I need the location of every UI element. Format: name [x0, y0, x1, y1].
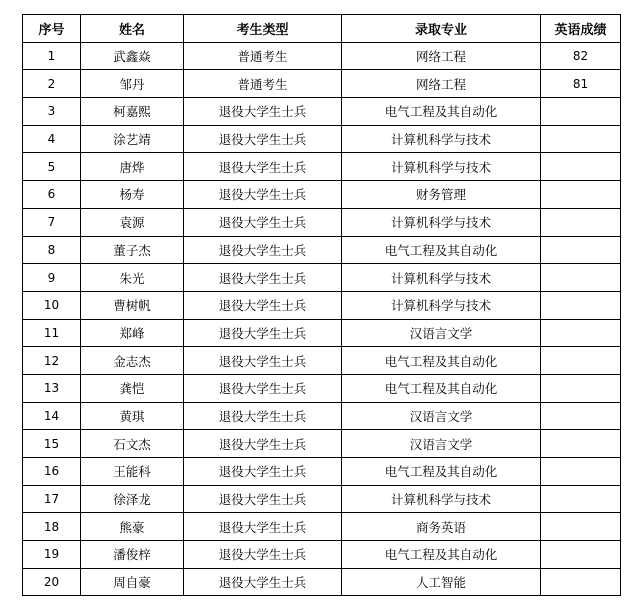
cell-name: 周自豪: [81, 568, 184, 596]
table-row: [23, 568, 621, 596]
cell-name: 柯嘉熙: [81, 98, 184, 126]
cell-candidate-type: 退役大学生士兵: [184, 264, 342, 292]
cell-name: 唐烨: [81, 153, 184, 181]
cell-candidate-type: 普通考生: [184, 42, 342, 70]
cell-major: 电气工程及其自动化: [342, 347, 541, 375]
cell-serial: 8: [23, 236, 81, 264]
cell-serial: 5: [23, 153, 81, 181]
cell-major: 电气工程及其自动化: [342, 541, 541, 569]
table-row: [23, 42, 621, 70]
cell-english-score: [541, 264, 621, 292]
header-name: 姓名: [81, 15, 184, 43]
cell-english-score: [541, 319, 621, 347]
cell-major: 电气工程及其自动化: [342, 458, 541, 486]
cell-name: 曹树帆: [81, 291, 184, 319]
table-row: [23, 125, 621, 153]
cell-name: 袁源: [81, 208, 184, 236]
table-row: [23, 264, 621, 292]
cell-english-score: [541, 374, 621, 402]
cell-serial: 7: [23, 208, 81, 236]
cell-major: 计算机科学与技术: [342, 264, 541, 292]
table-row: [23, 347, 621, 375]
cell-candidate-type: 退役大学生士兵: [184, 568, 342, 596]
table-header-row: [23, 15, 621, 43]
cell-name: 石文杰: [81, 430, 184, 458]
table-row: [23, 374, 621, 402]
cell-english-score: [541, 568, 621, 596]
cell-serial: 4: [23, 125, 81, 153]
cell-english-score: [541, 125, 621, 153]
cell-english-score: [541, 181, 621, 209]
cell-english-score: 82: [541, 42, 621, 70]
cell-serial: 19: [23, 541, 81, 569]
cell-candidate-type: 退役大学生士兵: [184, 485, 342, 513]
cell-name: 龚恺: [81, 374, 184, 402]
header-serial: 序号: [23, 15, 81, 43]
cell-serial: 2: [23, 70, 81, 98]
cell-major: 网络工程: [342, 70, 541, 98]
cell-name: 武鑫焱: [81, 42, 184, 70]
table-row: [23, 319, 621, 347]
cell-name: 徐泽龙: [81, 485, 184, 513]
cell-major: 网络工程: [342, 42, 541, 70]
table-row: [23, 541, 621, 569]
table-body: [23, 42, 621, 596]
cell-name: 杨寿: [81, 181, 184, 209]
cell-name: 邹丹: [81, 70, 184, 98]
table-row: [23, 458, 621, 486]
cell-major: 计算机科学与技术: [342, 208, 541, 236]
cell-serial: 12: [23, 347, 81, 375]
cell-name: 朱光: [81, 264, 184, 292]
cell-name: 金志杰: [81, 347, 184, 375]
cell-candidate-type: 退役大学生士兵: [184, 208, 342, 236]
table-row: [23, 513, 621, 541]
cell-major: 计算机科学与技术: [342, 291, 541, 319]
cell-candidate-type: 退役大学生士兵: [184, 236, 342, 264]
table-row: [23, 485, 621, 513]
cell-serial: 11: [23, 319, 81, 347]
header-candidate-type: 考生类型: [184, 15, 342, 43]
cell-major: 电气工程及其自动化: [342, 374, 541, 402]
cell-english-score: [541, 347, 621, 375]
cell-candidate-type: 退役大学生士兵: [184, 458, 342, 486]
cell-english-score: [541, 291, 621, 319]
cell-name: 涂艺靖: [81, 125, 184, 153]
cell-serial: 9: [23, 264, 81, 292]
cell-candidate-type: 退役大学生士兵: [184, 181, 342, 209]
cell-serial: 18: [23, 513, 81, 541]
table-row: [23, 181, 621, 209]
cell-name: 王能科: [81, 458, 184, 486]
table-row: [23, 402, 621, 430]
cell-major: 电气工程及其自动化: [342, 236, 541, 264]
cell-major: 计算机科学与技术: [342, 485, 541, 513]
cell-english-score: [541, 208, 621, 236]
cell-name: 董子杰: [81, 236, 184, 264]
cell-major: 计算机科学与技术: [342, 153, 541, 181]
cell-major: 计算机科学与技术: [342, 125, 541, 153]
cell-english-score: [541, 98, 621, 126]
cell-serial: 10: [23, 291, 81, 319]
cell-candidate-type: 退役大学生士兵: [184, 347, 342, 375]
cell-serial: 6: [23, 181, 81, 209]
cell-serial: 16: [23, 458, 81, 486]
table-row: [23, 70, 621, 98]
cell-english-score: [541, 458, 621, 486]
cell-candidate-type: 退役大学生士兵: [184, 513, 342, 541]
cell-candidate-type: 退役大学生士兵: [184, 98, 342, 126]
cell-english-score: [541, 485, 621, 513]
cell-candidate-type: 退役大学生士兵: [184, 125, 342, 153]
cell-candidate-type: 退役大学生士兵: [184, 402, 342, 430]
cell-major: 汉语言文学: [342, 319, 541, 347]
cell-serial: 14: [23, 402, 81, 430]
cell-name: 熊豪: [81, 513, 184, 541]
cell-english-score: [541, 430, 621, 458]
cell-english-score: 81: [541, 70, 621, 98]
cell-candidate-type: 退役大学生士兵: [184, 319, 342, 347]
cell-candidate-type: 退役大学生士兵: [184, 430, 342, 458]
cell-major: 汉语言文学: [342, 402, 541, 430]
cell-serial: 15: [23, 430, 81, 458]
cell-major: 汉语言文学: [342, 430, 541, 458]
cell-name: 郑峰: [81, 319, 184, 347]
table-row: [23, 98, 621, 126]
cell-serial: 3: [23, 98, 81, 126]
cell-candidate-type: 退役大学生士兵: [184, 153, 342, 181]
cell-candidate-type: 退役大学生士兵: [184, 541, 342, 569]
cell-major: 财务管理: [342, 181, 541, 209]
cell-major: 人工智能: [342, 568, 541, 596]
cell-english-score: [541, 513, 621, 541]
cell-serial: 13: [23, 374, 81, 402]
cell-name: 潘俊梓: [81, 541, 184, 569]
header-major: 录取专业: [342, 15, 541, 43]
table-row: [23, 153, 621, 181]
table-row: [23, 291, 621, 319]
cell-candidate-type: 退役大学生士兵: [184, 291, 342, 319]
cell-serial: 17: [23, 485, 81, 513]
cell-name: 黄琪: [81, 402, 184, 430]
admission-table-container: [22, 14, 621, 596]
cell-candidate-type: 普通考生: [184, 70, 342, 98]
cell-serial: 1: [23, 42, 81, 70]
admission-table: [22, 14, 621, 596]
table-row: [23, 430, 621, 458]
cell-english-score: [541, 153, 621, 181]
cell-english-score: [541, 402, 621, 430]
cell-serial: 20: [23, 568, 81, 596]
cell-major: 电气工程及其自动化: [342, 98, 541, 126]
cell-english-score: [541, 236, 621, 264]
cell-candidate-type: 退役大学生士兵: [184, 374, 342, 402]
table-row: [23, 208, 621, 236]
header-english-score: 英语成绩: [541, 15, 621, 43]
cell-english-score: [541, 541, 621, 569]
table-row: [23, 236, 621, 264]
cell-major: 商务英语: [342, 513, 541, 541]
